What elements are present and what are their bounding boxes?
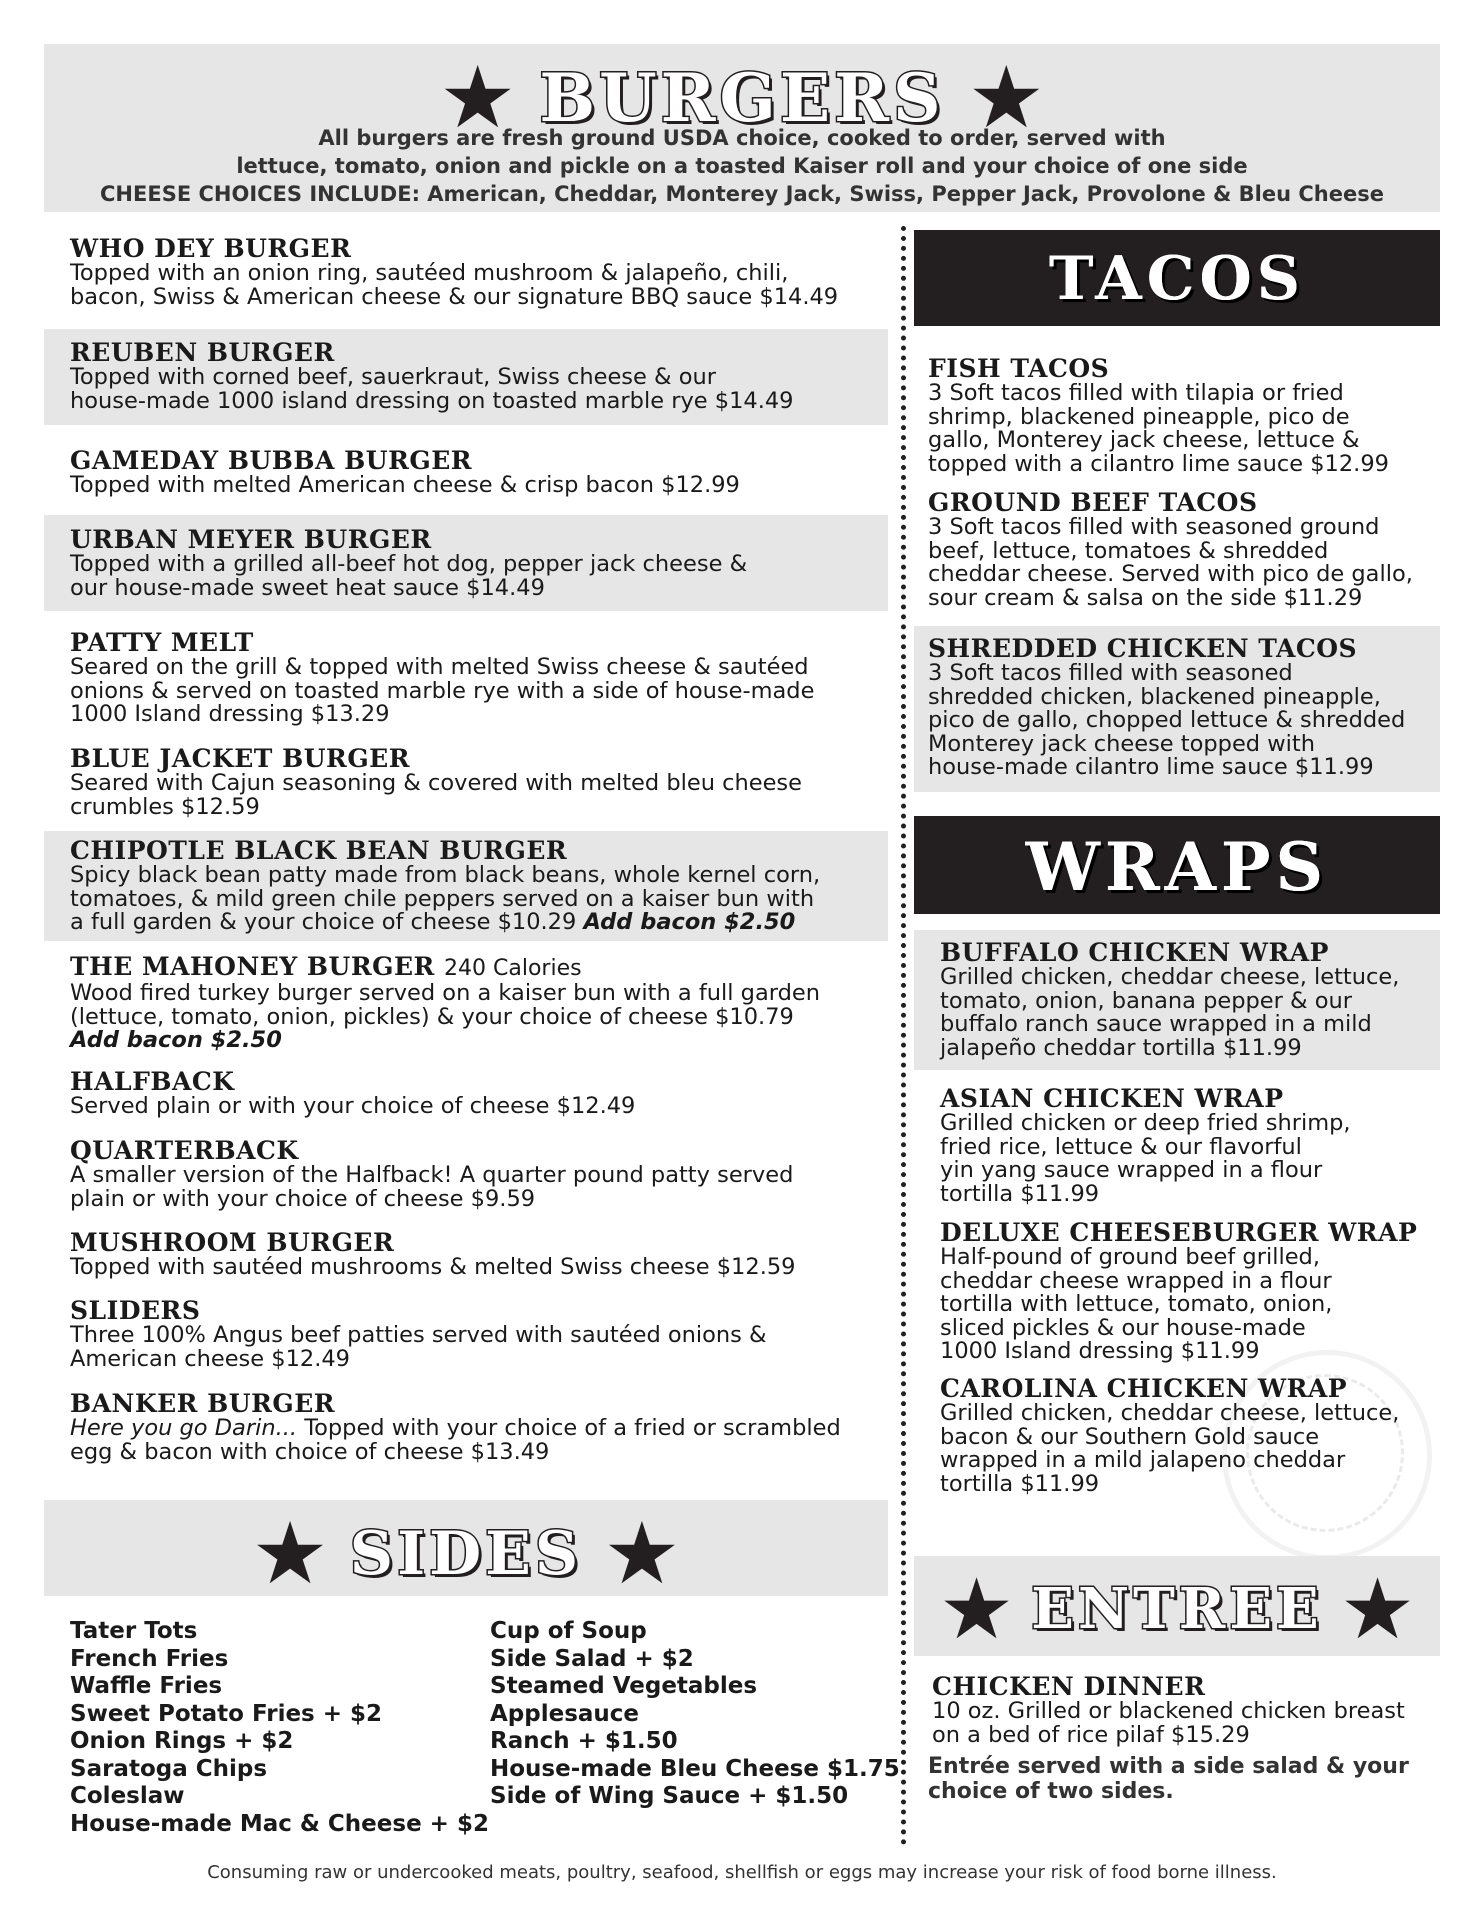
desc-line: American cheese $12.49: [70, 1345, 350, 1372]
sides-title: SIDES: [349, 1519, 583, 1589]
burgers-notes: [44, 124, 1440, 208]
item-name: SLIDERS: [70, 1296, 201, 1325]
desc-line: onions & served on toasted marble rye with a side of house-made: [70, 677, 815, 704]
desc-line: Topped with melted American cheese & crisp bacon $12.99: [70, 472, 740, 498]
item-description: [928, 516, 1448, 610]
desc-line: 1000 Island dressing $13.29: [70, 701, 390, 727]
desc-line: tortilla $11.99: [940, 1180, 1100, 1207]
side-item: Steamed Vegetables: [490, 1673, 758, 1699]
item-description: [70, 982, 880, 1053]
desc-line: [70, 1417, 880, 1441]
calories: 240 Calories: [444, 956, 582, 981]
menu-item: [70, 1298, 880, 1371]
menu-item: [70, 1069, 880, 1119]
item-name: REUBEN BURGER: [70, 338, 335, 367]
star-icon: ★: [251, 1504, 329, 1604]
menu-item: [70, 954, 880, 1053]
desc-line: pico de gallo, chopped lettuce & shredded: [928, 707, 1406, 733]
add-on: Add bacon $2.50: [583, 909, 796, 935]
desc-line: beef, lettuce, tomatoes & shredded: [928, 537, 1329, 564]
menu-item: [70, 630, 880, 727]
desc-line: on a bed of rice pilaf $15.29: [932, 1721, 1250, 1748]
side-item: Coleslaw: [70, 1783, 185, 1809]
desc-line: shrimp, blackened pineapple, pico de: [928, 403, 1350, 430]
entree-header: [914, 1556, 1440, 1656]
burgers-title: BURGERS: [539, 59, 945, 137]
desc-line: topped with a cilantro lime sauce $12.99: [928, 450, 1389, 477]
menu-item: [70, 838, 880, 935]
desc-line: [70, 911, 880, 935]
item-description: [70, 474, 880, 498]
desc-line: bacon, Swiss & American cheese & our signature BBQ sauce $14.49: [70, 283, 839, 310]
desc-text: Topped with your choice of a fried or scrambled: [297, 1415, 841, 1441]
item-description: [70, 656, 880, 727]
star-icon: ★: [938, 1560, 1015, 1658]
entree-note: [928, 1754, 1428, 1804]
desc-line: egg & bacon with choice of cheese $13.49: [70, 1438, 550, 1465]
menu-item: [932, 1674, 1452, 1747]
menu-item: [940, 1376, 1460, 1496]
desc-line: Served plain or with your choice of cheese $12.49: [70, 1093, 636, 1119]
side-item: French Fries: [70, 1645, 229, 1672]
menu-item: [70, 1391, 880, 1464]
desc-line: Topped with corned beef, sauerkraut, Swiss cheese & our: [70, 364, 716, 390]
menu-item: [70, 340, 880, 413]
add-on: Add bacon $2.50: [70, 1027, 282, 1053]
entree-title: ENTREE: [1031, 1576, 1323, 1642]
desc-line: sliced pickles & our house-made: [940, 1314, 1306, 1341]
tacos-header: [914, 230, 1440, 326]
menu-item: [70, 1230, 880, 1280]
item-name: CAROLINA CHICKEN WRAP: [940, 1374, 1348, 1403]
item-name: DELUXE CHEESEBURGER WRAP: [940, 1218, 1418, 1247]
item-description: [70, 864, 880, 935]
item-name: THE MAHONEY BURGER: [70, 952, 435, 981]
desc-line: Topped with sautéed mushrooms & melted Swiss cheese $12.59: [70, 1254, 796, 1280]
side-item: Ranch + $1.50: [490, 1728, 678, 1754]
item-name: CHICKEN DINNER: [932, 1672, 1206, 1701]
side-item: House-made Bleu Cheese $1.75: [490, 1755, 900, 1782]
item-name: HALFBACK: [70, 1067, 235, 1096]
note-line: Entrée served with a side salad & your: [928, 1754, 1409, 1779]
burgers-header: [44, 44, 1440, 212]
menu-item: [928, 490, 1448, 610]
desc-line: 3 Soft tacos filled with tilapia or fried: [928, 380, 1344, 406]
menu-item: [70, 746, 880, 819]
item-description: [70, 262, 880, 309]
menu-item: [70, 1138, 880, 1211]
side-item: Applesauce: [490, 1700, 640, 1727]
desc-line: Three 100% Angus beef patties served with sautéed onions &: [70, 1322, 767, 1348]
side-item: Side Salad + $2: [490, 1645, 694, 1672]
desc-line: shredded chicken, blackened pineapple,: [928, 683, 1381, 710]
item-description: [928, 382, 1448, 476]
item-name: QUARTERBACK: [70, 1136, 299, 1165]
desc-line: gallo, Monterey jack cheese, lettuce &: [928, 427, 1360, 453]
menu-item: [928, 356, 1448, 476]
desc-line: yin yang sauce wrapped in a flour: [940, 1157, 1323, 1183]
menu-item: [940, 1086, 1460, 1206]
side-item: Onion Rings + $2: [70, 1728, 294, 1754]
menu-item: [70, 236, 880, 309]
item-name: CHIPOTLE BLACK BEAN BURGER: [70, 836, 568, 865]
tacos-title: TACOS: [1048, 244, 1306, 314]
menu-item: [940, 1220, 1460, 1364]
cheese-choices: CHEESE CHOICES INCLUDE: American, Cheddar, Monterey Jack, Swiss, Pepper Jack, Provolone & Bleu Cheese: [100, 182, 1384, 206]
desc-line: Spicy black bean patty made from black beans, whole kernel corn,: [70, 862, 821, 888]
desc-line: crumbles $12.59: [70, 793, 260, 820]
item-name: URBAN MEYER BURGER: [70, 525, 432, 554]
item-intro: Here you go Darin...: [70, 1415, 298, 1441]
side-item: Side of Wing Sauce + $1.50: [490, 1783, 849, 1809]
item-description: [70, 1417, 880, 1464]
item-name: FISH TACOS: [928, 354, 1110, 383]
desc-line: tortilla with lettuce, tomato, onion,: [940, 1291, 1333, 1317]
desc-line: Seared with Cajun seasoning & covered with melted bleu cheese: [70, 770, 802, 796]
desc-line: Grilled chicken, cheddar cheese, lettuce,: [940, 964, 1400, 990]
desc-line: cheddar cheese wrapped in a flour: [940, 1267, 1332, 1294]
side-item: Cup of Soup: [490, 1618, 647, 1644]
menu-item: [70, 448, 880, 498]
sides-title-row: [44, 1504, 888, 1604]
desc-line: cheddar cheese. Served with pico de gallo,: [928, 561, 1413, 587]
desc-line: Grilled chicken or deep fried shrimp,: [940, 1110, 1351, 1136]
desc-line: Monterey jack cheese topped with: [928, 730, 1315, 757]
desc-line: 1000 Island dressing $11.99: [940, 1338, 1260, 1364]
desc-line: Wood fired turkey burger served on a kaiser bun with a full garden: [70, 980, 820, 1006]
star-icon: ★: [603, 1504, 681, 1604]
side-item: Sweet Potato Fries + $2: [70, 1700, 383, 1727]
item-name: WHO DEY BURGER: [70, 234, 352, 263]
desc-line: fried rice, lettuce & our flavorful: [940, 1133, 1302, 1160]
desc-line: sour cream & salsa on the side $11.29: [928, 584, 1363, 611]
item-name-row: [70, 954, 880, 982]
item-description: [70, 366, 880, 413]
desc-line: Grilled chicken, cheddar cheese, lettuce,: [940, 1400, 1400, 1426]
desc-line: 3 Soft tacos filled with seasoned: [928, 660, 1293, 686]
note-line: choice of two sides.: [928, 1779, 1174, 1804]
item-name: GROUND BEEF TACOS: [928, 488, 1258, 517]
entree-title-row: [914, 1560, 1440, 1658]
wraps-header: [914, 816, 1440, 914]
desc-line: house-made cilantro lime sauce $11.99: [928, 754, 1374, 780]
sides-header: [44, 1500, 888, 1604]
item-description: [70, 772, 880, 819]
menu-item: [928, 636, 1448, 780]
item-description: [940, 1112, 1460, 1206]
desc-line: plain or with your choice of cheese $9.59: [70, 1185, 536, 1212]
item-name: SHREDDED CHICKEN TACOS: [928, 634, 1358, 663]
item-name: BUFFALO CHICKEN WRAP: [940, 938, 1329, 967]
desc-line: Topped with a grilled all-beef hot dog, pepper jack cheese &: [70, 551, 748, 577]
side-item: Saratoga Chips: [70, 1755, 268, 1782]
desc-line: wrapped in a mild jalapeno cheddar: [940, 1447, 1346, 1473]
wraps-title: WRAPS: [1025, 828, 1329, 906]
side-item: Tater Tots: [70, 1618, 198, 1644]
sides-list-left: [70, 1618, 489, 1838]
desc-line: our house-made sweet heat sauce $14.49: [70, 574, 545, 601]
sides-list-right: [490, 1618, 900, 1811]
desc-line: jalapeño cheddar tortilla $11.99: [940, 1034, 1302, 1061]
desc-line: tomato, onion, banana pepper & our: [940, 987, 1353, 1014]
star-icon: ★: [1339, 1560, 1416, 1658]
item-name: MUSHROOM BURGER: [70, 1228, 395, 1257]
item-description: [940, 966, 1460, 1060]
burgers-note-line: All burgers are fresh ground USDA choice, cooked to order, served with: [318, 126, 1166, 150]
item-description: [940, 1402, 1460, 1496]
item-description: [70, 1256, 880, 1280]
burgers-note-line: lettuce, tomato, onion and pickle on a toasted Kaiser roll and your choice of one side: [236, 154, 1248, 178]
item-description: [70, 1324, 880, 1371]
desc-line: A smaller version of the Halfback! A quarter pound patty served: [70, 1162, 794, 1188]
item-name: GAMEDAY BUBBA BURGER: [70, 446, 473, 475]
desc-line: Topped with an onion ring, sautéed mushroom & jalapeño, chili,: [70, 260, 789, 286]
desc-line: Half-pound of ground beef grilled,: [940, 1244, 1320, 1270]
star-icon: ★: [439, 48, 517, 148]
desc-line: tomatoes, & mild green chile peppers served on a kaiser bun with: [70, 885, 815, 912]
item-name: BANKER BURGER: [70, 1389, 336, 1418]
side-item: House-made Mac & Cheese + $2: [70, 1810, 489, 1837]
desc-line: bacon & our Southern Gold sauce: [940, 1423, 1320, 1450]
column-divider: [901, 226, 906, 1846]
desc-line: buffalo ranch sauce wrapped in a mild: [940, 1011, 1372, 1037]
item-description: [932, 1700, 1452, 1747]
menu-item: [940, 940, 1460, 1060]
menu-item: [70, 527, 880, 600]
desc-line: house-made 1000 island dressing on toasted marble rye $14.49: [70, 387, 794, 414]
food-safety-disclaimer: Consuming raw or undercooked meats, poultry, seafood, shellfish or eggs may increase your risk of food borne illness.: [207, 1862, 1277, 1883]
item-name: ASIAN CHICKEN WRAP: [940, 1084, 1284, 1113]
item-description: [70, 553, 880, 600]
side-item: Waffle Fries: [70, 1673, 223, 1699]
star-icon: ★: [967, 48, 1045, 148]
item-description: [928, 662, 1448, 780]
item-description: [70, 1164, 880, 1211]
item-description: [70, 1095, 880, 1119]
item-name: PATTY MELT: [70, 628, 254, 657]
item-description: [940, 1246, 1460, 1364]
desc-line: 3 Soft tacos filled with seasoned ground: [928, 514, 1380, 540]
desc-text: a full garden & your choice of cheese $10.29: [70, 909, 577, 935]
desc-line: Seared on the grill & topped with melted Swiss cheese & sautéed: [70, 654, 809, 680]
desc-line: (lettuce, tomato, onion, pickles) & your choice of cheese $10.79: [70, 1003, 794, 1030]
item-name: BLUE JACKET BURGER: [70, 744, 411, 773]
desc-line: 10 oz. Grilled or blackened chicken breast: [932, 1698, 1405, 1724]
desc-line: tortilla $11.99: [940, 1470, 1100, 1497]
